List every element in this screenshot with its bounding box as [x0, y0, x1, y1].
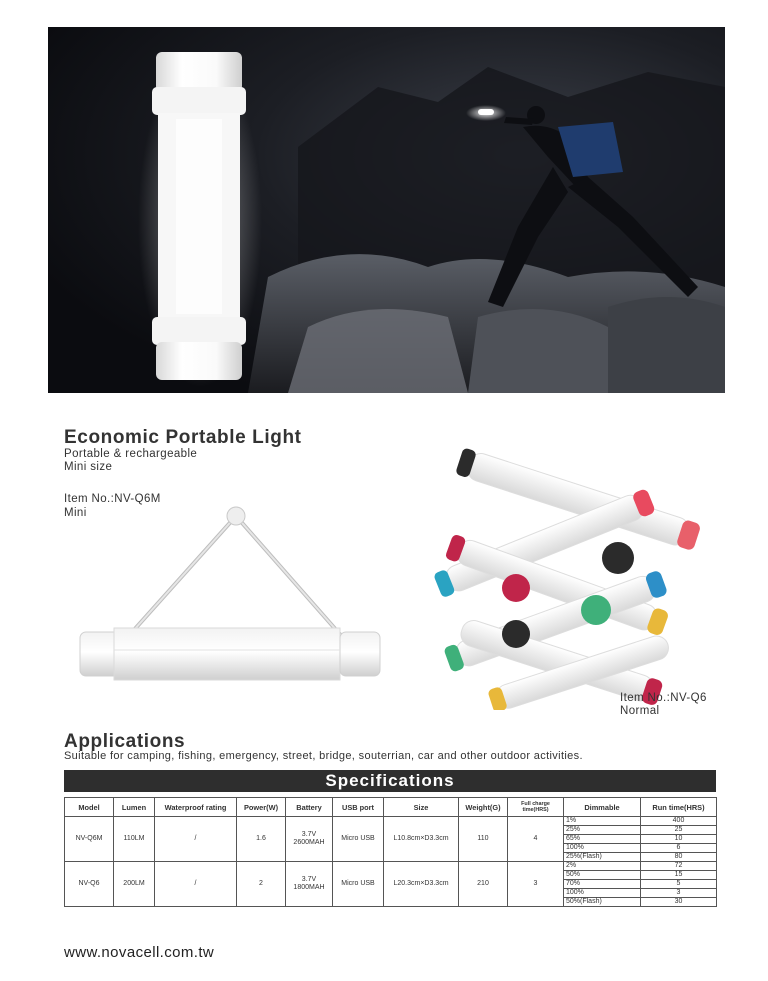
header-power: Power(W): [237, 798, 286, 817]
website-url[interactable]: www.novacell.com.tw: [64, 944, 215, 961]
cell-dimmable: 100%: [564, 889, 641, 898]
header-weight: Weight(G): [459, 798, 508, 817]
cell-waterproof: /: [155, 862, 237, 907]
normal-lantern-stack-image: [400, 440, 700, 710]
cell-run-time: 400: [641, 817, 717, 826]
header-waterproof: Waterproof rating: [155, 798, 237, 817]
cell-run-time: 5: [641, 880, 717, 889]
battery-voltage: 3.7V: [301, 876, 317, 883]
header-dimmable: Dimmable: [564, 798, 641, 817]
cell-waterproof: /: [155, 817, 237, 862]
specifications-table: [64, 797, 717, 907]
cell-weight: 110: [459, 817, 508, 862]
table-row: [65, 862, 717, 871]
header-model: Model: [65, 798, 114, 817]
cell-dimmable: 25%: [564, 826, 641, 835]
feature-portable: Portable & rechargeable: [64, 448, 198, 460]
battery-voltage: 3.7V: [301, 831, 317, 838]
cell-dimmable: 65%: [564, 835, 641, 844]
cell-dimmable: 70%: [564, 880, 641, 889]
cell-model: NV-Q6M: [65, 817, 114, 862]
cell-weight: 210: [459, 862, 508, 907]
cell-run-time: 6: [641, 844, 717, 853]
cell-dimmable: 50%: [564, 871, 641, 880]
normal-item-type: Normal: [620, 705, 660, 717]
table-row: [65, 817, 717, 826]
cell-run-time: 10: [641, 835, 717, 844]
cell-model: NV-Q6: [65, 862, 114, 907]
cell-battery: [286, 862, 333, 907]
applications-description: Suitable for camping, fishing, emergency, street, bridge, souterrian, car and other outdoor activities.: [64, 750, 583, 762]
mini-lantern-image: [70, 500, 390, 700]
cell-charge: 4: [508, 817, 564, 862]
cell-power: 2: [237, 862, 286, 907]
battery-capacity: 2600MAH: [293, 839, 325, 846]
cell-run-time: 3: [641, 889, 717, 898]
applications-title: Applications: [64, 731, 186, 752]
hero-photo: [48, 27, 725, 393]
cell-usb: Micro USB: [333, 817, 384, 862]
cell-lumen: 200LM: [114, 862, 155, 907]
header-usb: USB port: [333, 798, 384, 817]
cell-battery: [286, 817, 333, 862]
header-battery: Battery: [286, 798, 333, 817]
cell-lumen: 110LM: [114, 817, 155, 862]
cell-size: L10.8cm×D3.3cm: [384, 817, 459, 862]
battery-capacity: 1800MAH: [293, 884, 325, 891]
cell-run-time: 72: [641, 862, 717, 871]
cell-dimmable: 1%: [564, 817, 641, 826]
feature-mini-size: Mini size: [64, 461, 113, 473]
header-size: Size: [384, 798, 459, 817]
cell-run-time: 25: [641, 826, 717, 835]
product-title: Economic Portable Light: [64, 427, 302, 448]
cell-dimmable: 25%(Flash): [564, 853, 641, 862]
cell-usb: Micro USB: [333, 862, 384, 907]
normal-item-number: Item No.:NV-Q6: [620, 692, 707, 704]
cell-run-time: 80: [641, 853, 717, 862]
mini-item-number: Item No.:NV-Q6M: [64, 493, 161, 505]
cell-dimmable: 100%: [564, 844, 641, 853]
specifications-header: Specifications: [64, 770, 716, 792]
header-charge-time: Full charge time(HRS): [508, 798, 564, 817]
table-header-row: [65, 798, 717, 817]
cell-size: L20.3cm×D3.3cm: [384, 862, 459, 907]
header-lumen: Lumen: [114, 798, 155, 817]
header-run-time: Run time(HRS): [641, 798, 717, 817]
cell-run-time: 15: [641, 871, 717, 880]
cell-dimmable: 2%: [564, 862, 641, 871]
mini-item-type: Mini: [64, 507, 87, 519]
cell-charge: 3: [508, 862, 564, 907]
cell-run-time: 30: [641, 898, 717, 907]
cell-power: 1.6: [237, 817, 286, 862]
cell-dimmable: 50%(Flash): [564, 898, 641, 907]
